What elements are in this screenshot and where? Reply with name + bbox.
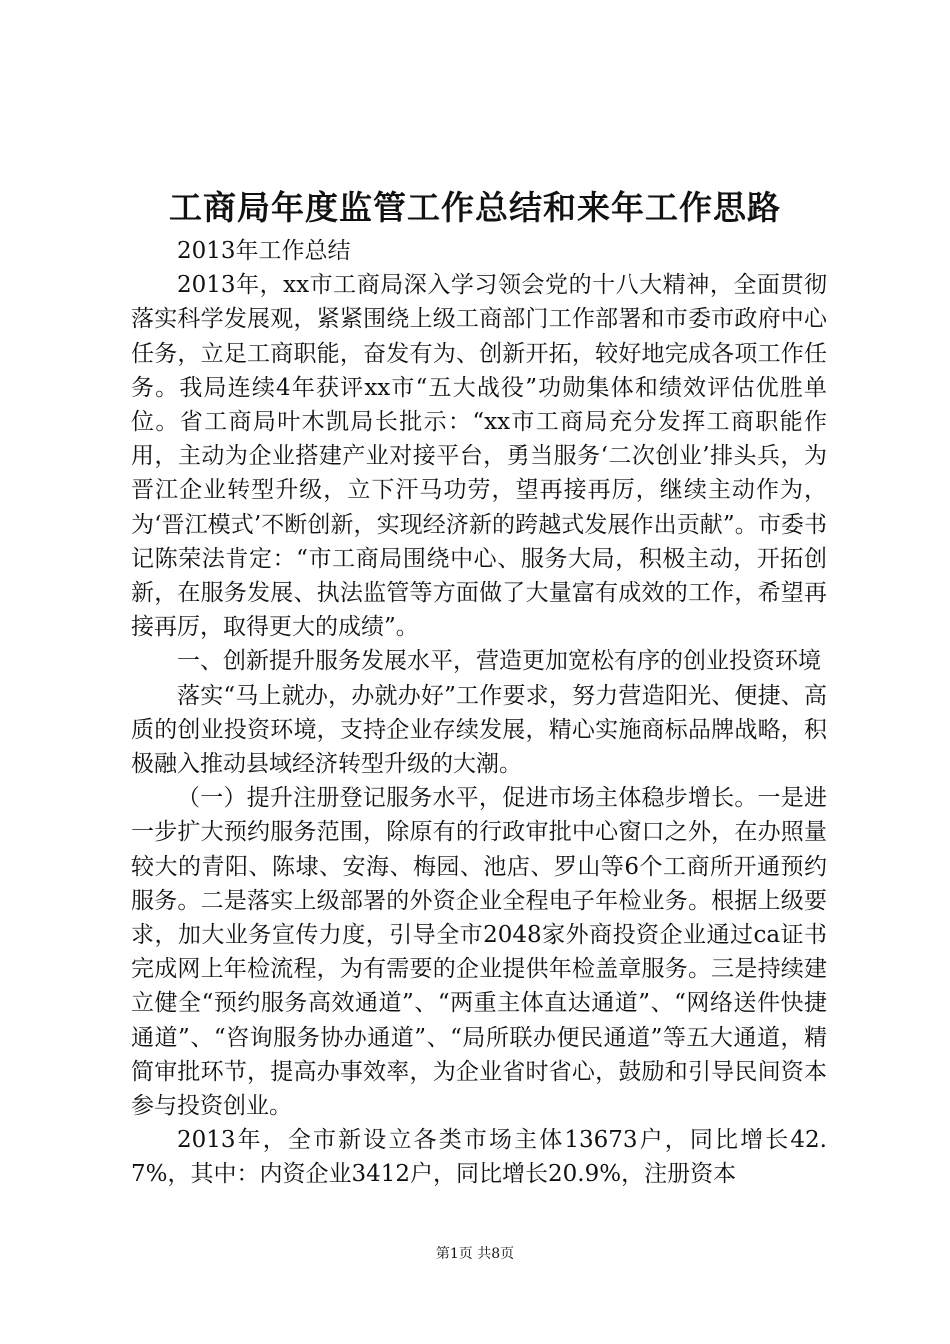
document-body: [131, 234, 827, 1192]
page-number: 第1页 共8页: [435, 1246, 515, 1262]
document-title: 工商局年度监管工作总结和来年工作思路: [169, 188, 781, 227]
paragraph-registration-service: （一）提升注册登记服务水平，促进市场主体稳步增长。一是进一步扩大预约服务范围，除原有的行政审批中心窗口之外，在办照量较大的青阳、陈埭、安海、梅园、池店、罗山等6个工商所开通预约服务。二是落实上级部署的外资企业全程电子年检业务。根据上级要求，加大业务宣传力度，引导全市2048家外商投资企业通过ca证书完成网上年检流程，为有需要的企业提供年检盖章服务。三是持续建立健全“预约服务高效通道”、“两重主体直达通道”、“网络送件快捷通道”、“咨询服务协办通道”、“局所联办便民通道”等五大通道，精简审批环节，提高办事效率，为企业省时省心，鼓励和引导民间资本参与投资创业。: [131, 785, 827, 1120]
paragraph-statistics: 2013年，全市新设立各类市场主体13673户，同比增长42.7%，其中：内资企业3412户，同比增长20.9%，注册资本: [131, 1127, 827, 1188]
paragraph-part-one-heading: 一、创新提升服务发展水平，营造更加宽松有序的创业投资环境: [177, 648, 821, 675]
paragraph-part-one-intro: 落实“马上就办，办就办好”工作要求，努力营造阳光、便捷、高质的创业投资环境，支持企业存续发展，精心实施商标品牌战略，积极融入推动县域经济转型升级的大潮。: [131, 682, 827, 778]
paragraph-section-heading: 2013年工作总结: [177, 238, 351, 264]
paragraph-summary: 2013年，xx市工商局深入学习领会党的十八大精神，全面贯彻落实科学发展观，紧紧围绕上级工商部门工作部署和市委市政府中心任务，立足工商职能，奋发有为、创新开拓，较好地完成各项工作任务。我局连续4年获评xx市“五大战役”功勋集体和绩效评估优胜单位。省工商局叶木凯局长批示：“xx市工商局充分发挥工商职能作用，主动为企业搭建产业对接平台，勇当服务‘二次创业’排头兵，为晋江企业转型升级，立下汗马功劳，望再接再厉，继续主动作为，为‘晋江模式’不断创新，实现经济新的跨越式发展作出贡献”。市委书记陈荣法肯定：“市工商局围绕中心、服务大局，积极主动，开拓创新，在服务发展、执法监管等方面做了大量富有成效的工作，希望再接再厉，取得更大的成绩”。: [131, 272, 827, 641]
